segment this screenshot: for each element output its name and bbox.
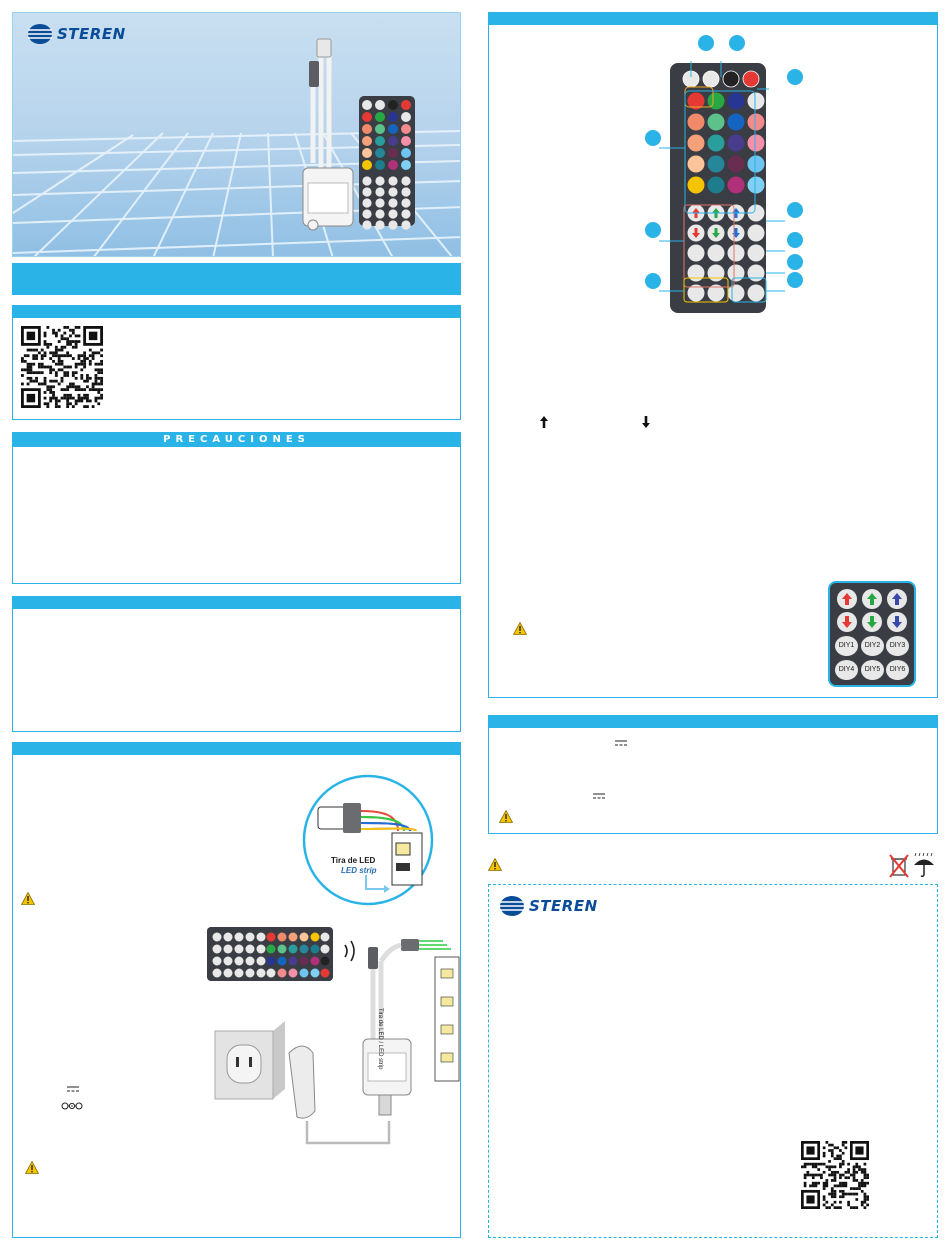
qr-code-icon (21, 326, 103, 408)
warning-icon (499, 810, 513, 823)
umbrella-icon (912, 852, 936, 878)
dc-symbol-icon (615, 740, 627, 746)
brightness-down-icon[interactable] (703, 71, 719, 87)
callout-marker (645, 222, 661, 238)
color-key-button[interactable] (748, 93, 765, 110)
callout-marker (787, 254, 803, 270)
color-key-button[interactable] (708, 177, 725, 194)
color-key-button[interactable] (728, 114, 745, 131)
color-key-button[interactable] (748, 156, 765, 173)
function-key-button[interactable] (728, 265, 745, 282)
hero-image (12, 12, 461, 257)
warranty-panel (488, 884, 938, 1238)
color-key-button[interactable] (688, 135, 705, 152)
color-key-button[interactable] (728, 135, 745, 152)
function-key-button[interactable] (688, 245, 705, 262)
brand-logo (499, 895, 598, 917)
callout-marker (787, 272, 803, 288)
function-key-button[interactable] (728, 245, 745, 262)
precautions-title: PRECAUCIONES (163, 434, 310, 445)
specifications-header (489, 716, 937, 728)
color-key-button[interactable] (728, 156, 745, 173)
callout-marker (787, 202, 803, 218)
diy2-button[interactable]: DIY2 (861, 636, 884, 656)
callout-marker (645, 130, 661, 146)
power-icon[interactable] (743, 71, 759, 87)
diy4-button[interactable]: DIY4 (835, 660, 858, 680)
qr-panel-header (13, 306, 460, 318)
specifications-panel (488, 715, 938, 834)
arrow-up-green-button[interactable] (862, 589, 882, 609)
warning-icon (488, 858, 502, 871)
arrow-up-icon (540, 416, 548, 428)
color-key-button[interactable] (708, 135, 725, 152)
strip-label-es: Tira de LED (331, 856, 376, 865)
callout-marker (729, 35, 745, 51)
diy6-button[interactable]: DIY6 (886, 660, 909, 680)
arrow-down-blue-button[interactable] (887, 612, 907, 632)
callout-marker (645, 273, 661, 289)
color-key-button[interactable] (748, 135, 765, 152)
diy-keypad (828, 581, 916, 687)
color-key-button[interactable] (708, 114, 725, 131)
installation-header (13, 743, 460, 755)
dc-symbol-icon (67, 1086, 79, 1092)
remote-functions-header (489, 13, 937, 25)
callout-marker (787, 232, 803, 248)
function-key-button[interactable] (708, 245, 725, 262)
mode-key-button[interactable] (748, 285, 765, 302)
color-key-button[interactable] (688, 114, 705, 131)
steren-logo-icon (27, 23, 53, 45)
brand-name: STEREN (529, 897, 598, 915)
warning-icon (513, 622, 527, 635)
remote-functions-panel (488, 12, 938, 698)
strip-label-en: LED strip (341, 866, 377, 875)
arrow-down-icon (642, 416, 650, 428)
function-key-button[interactable] (748, 225, 765, 242)
precautions-panel (12, 432, 461, 584)
steren-logo-icon (499, 895, 525, 917)
arrow-down-green-button[interactable] (862, 612, 882, 632)
polarity-icon (61, 1101, 83, 1111)
info-panel (12, 596, 461, 732)
warning-icon (25, 1161, 39, 1174)
color-key-button[interactable] (688, 156, 705, 173)
function-key-button[interactable] (688, 265, 705, 282)
qr-code-icon (801, 1141, 869, 1209)
diy1-button[interactable]: DIY1 (835, 636, 858, 656)
play-pause-icon[interactable] (723, 71, 739, 87)
callout-marker (698, 35, 714, 51)
diy3-button[interactable]: DIY3 (886, 636, 909, 656)
title-banner (12, 263, 461, 295)
function-key-button[interactable] (708, 265, 725, 282)
brand-name: STEREN (57, 25, 126, 43)
brand-logo (27, 23, 126, 45)
dc-symbol-icon (593, 793, 605, 799)
vertical-strip-label: Tira de LED / LED strip (377, 1008, 383, 1070)
color-key-button[interactable] (748, 177, 765, 194)
no-trash-icon (889, 853, 909, 879)
installation-panel (12, 742, 461, 1238)
arrow-down-red-button[interactable] (837, 612, 857, 632)
color-key-button[interactable] (708, 156, 725, 173)
arrow-up-red-button[interactable] (837, 589, 857, 609)
function-key-button[interactable] (748, 265, 765, 282)
color-key-button[interactable] (748, 114, 765, 131)
connection-detail-diagram (298, 773, 444, 907)
function-key-button[interactable] (748, 245, 765, 262)
color-key-button[interactable] (728, 93, 745, 110)
diy5-button[interactable]: DIY5 (861, 660, 884, 680)
qr-panel (12, 305, 461, 420)
callout-marker (787, 69, 803, 85)
arrow-up-blue-button[interactable] (887, 589, 907, 609)
wiring-diagram (203, 921, 463, 1151)
color-key-button[interactable] (728, 177, 745, 194)
color-key-button[interactable] (688, 177, 705, 194)
info-panel-header (13, 597, 460, 609)
warning-icon (21, 892, 35, 905)
